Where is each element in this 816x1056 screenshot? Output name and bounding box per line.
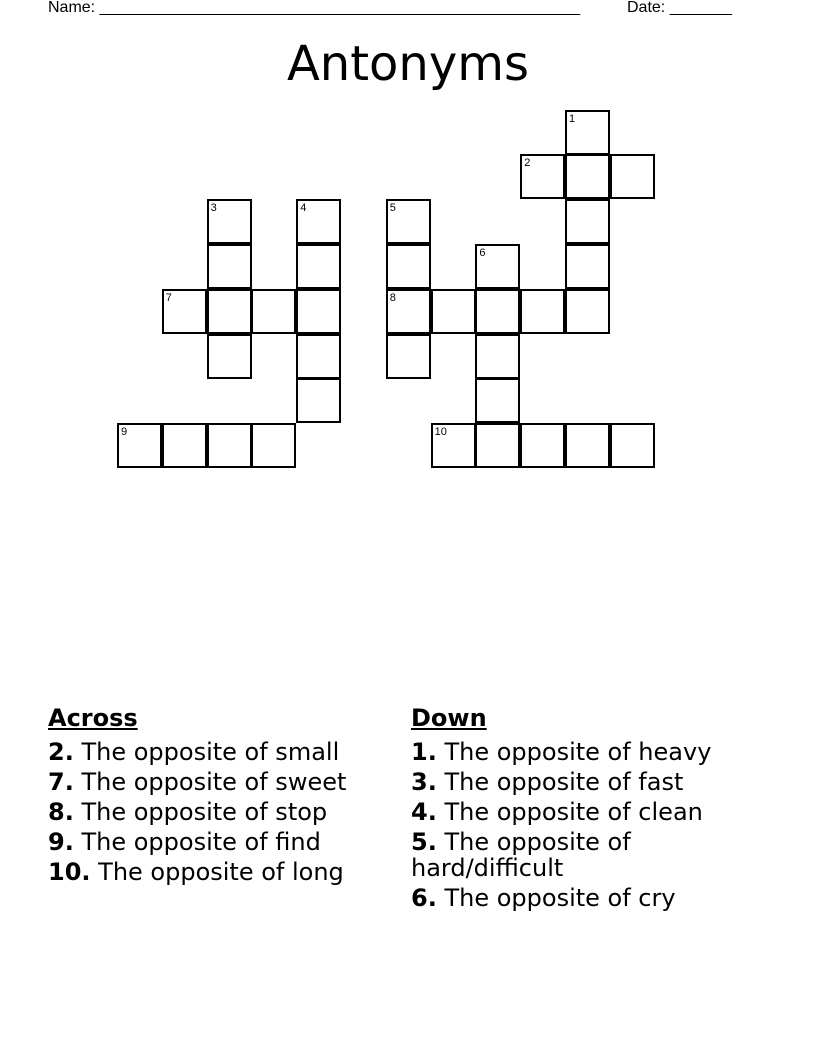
across-clue xyxy=(48,859,388,885)
clue-number: 5 xyxy=(389,202,396,215)
across-clues xyxy=(48,702,388,889)
name-field[interactable]: Name: ______________________________________________________ xyxy=(48,0,581,16)
clue-text: The opposite of find xyxy=(81,827,321,856)
crossword-cell[interactable] xyxy=(296,199,341,244)
clue-number: 8 xyxy=(389,291,396,304)
clue-number: 2 xyxy=(524,157,531,170)
clue-text: The opposite of stop xyxy=(81,797,328,826)
crossword-cell[interactable] xyxy=(296,334,341,379)
clue-number: 3 xyxy=(210,202,217,215)
clue-number: 4 xyxy=(300,202,307,215)
across-clue xyxy=(48,799,388,825)
crossword-cell[interactable] xyxy=(475,423,520,468)
crossword-cell[interactable] xyxy=(251,423,296,468)
clue-number-label: 7. xyxy=(48,767,74,796)
clue-number-label: 9. xyxy=(48,827,74,856)
clue-number-label: 5. xyxy=(411,827,437,856)
clue-text: The opposite of hard/difficult xyxy=(411,827,631,882)
clue-text: The opposite of sweet xyxy=(81,767,347,796)
crossword-cell[interactable] xyxy=(610,423,655,468)
clue-text: The opposite of cry xyxy=(444,883,676,912)
crossword-cell[interactable] xyxy=(162,289,207,334)
crossword-cell[interactable] xyxy=(207,334,252,379)
crossword-cell[interactable] xyxy=(475,289,520,334)
crossword-cell[interactable] xyxy=(296,289,341,334)
down-clue xyxy=(411,885,771,911)
crossword-cell[interactable] xyxy=(565,110,610,155)
crossword-cell[interactable] xyxy=(207,423,252,468)
clue-text: The opposite of fast xyxy=(444,767,684,796)
clue-number: 9 xyxy=(121,426,128,439)
crossword-cell[interactable] xyxy=(296,378,341,423)
crossword-cell[interactable] xyxy=(386,289,431,334)
down-clue xyxy=(411,799,771,825)
clue-number-label: 3. xyxy=(411,767,437,796)
crossword-cell[interactable] xyxy=(475,378,520,423)
crossword-cell[interactable] xyxy=(117,423,162,468)
clue-number-label: 2. xyxy=(48,737,74,766)
crossword-cell[interactable] xyxy=(565,154,610,199)
clue-text: The opposite of long xyxy=(98,857,344,886)
down-heading: Down xyxy=(411,704,487,732)
crossword-cell[interactable] xyxy=(565,423,610,468)
crossword-cell[interactable] xyxy=(207,244,252,289)
across-heading: Across xyxy=(48,704,138,732)
clue-number-label: 1. xyxy=(411,737,437,766)
crossword-cell[interactable] xyxy=(475,334,520,379)
crossword-cell[interactable] xyxy=(207,289,252,334)
crossword-cell[interactable] xyxy=(520,423,565,468)
down-clues xyxy=(411,702,771,915)
crossword-cell[interactable] xyxy=(386,334,431,379)
crossword-cell[interactable] xyxy=(565,289,610,334)
across-clue xyxy=(48,769,388,795)
crossword-cell[interactable] xyxy=(207,199,252,244)
down-clue xyxy=(411,739,771,765)
date-field[interactable]: Date: _______ xyxy=(627,0,732,16)
clue-number-label: 10. xyxy=(48,857,91,886)
clue-number: 10 xyxy=(434,426,447,439)
crossword-cell[interactable] xyxy=(431,289,476,334)
across-clue xyxy=(48,739,388,765)
down-clue xyxy=(411,769,771,795)
clue-number: 1 xyxy=(569,112,576,125)
crossword-cell[interactable] xyxy=(520,154,565,199)
crossword-cell[interactable] xyxy=(162,423,207,468)
clue-text: The opposite of clean xyxy=(444,797,703,826)
clue-number-label: 8. xyxy=(48,797,74,826)
clue-number-label: 6. xyxy=(411,883,437,912)
crossword-cell[interactable] xyxy=(565,199,610,244)
clue-number: 6 xyxy=(479,246,486,259)
crossword-cell[interactable] xyxy=(431,423,476,468)
crossword-grid xyxy=(0,0,816,480)
crossword-cell[interactable] xyxy=(251,289,296,334)
crossword-cell[interactable] xyxy=(610,154,655,199)
across-clue xyxy=(48,829,388,855)
crossword-cell[interactable] xyxy=(386,199,431,244)
page-title: Antonyms xyxy=(286,36,530,92)
clue-number-label: 4. xyxy=(411,797,437,826)
clue-number: 7 xyxy=(165,291,172,304)
crossword-cell[interactable] xyxy=(475,244,520,289)
crossword-cell[interactable] xyxy=(296,244,341,289)
clue-text: The opposite of small xyxy=(81,737,340,766)
crossword-cell[interactable] xyxy=(565,244,610,289)
crossword-cell[interactable] xyxy=(386,244,431,289)
clue-text: The opposite of heavy xyxy=(444,737,712,766)
down-clue xyxy=(411,829,771,881)
crossword-cell[interactable] xyxy=(520,289,565,334)
